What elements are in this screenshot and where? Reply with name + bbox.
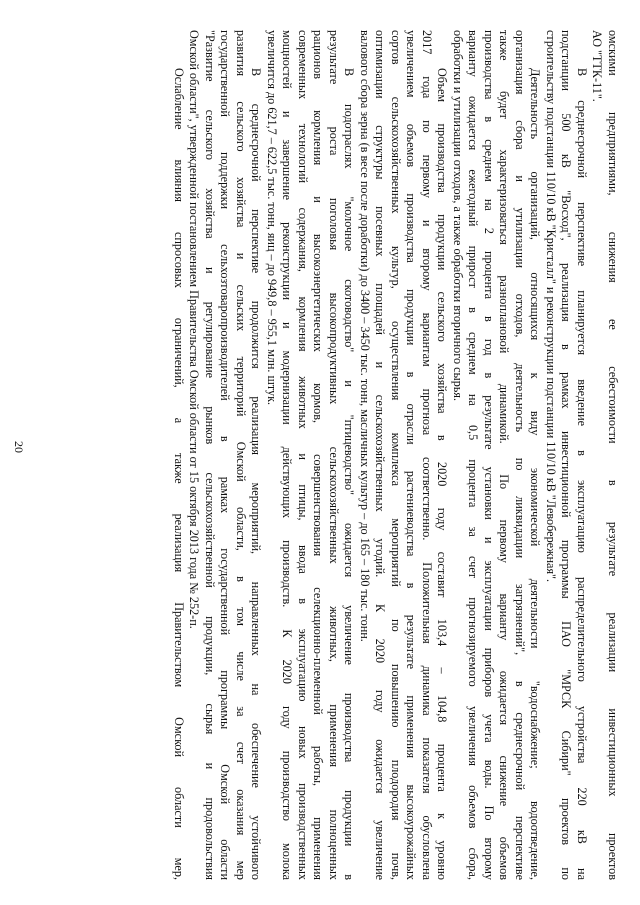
text-line: обработки и утилизации отходов, а также обработки вторичного сырья. — [451, 30, 465, 402]
text-line: производства в среднем на 2 процента в год в результате установки и эксплуатации приборов учета воды. По второму — [482, 30, 496, 880]
text-line: сортов сельскохозяйственных культур, осуществления комплекса мероприятий по повышению плодородия почв, — [389, 30, 403, 880]
text-line: 2017 года по первому и второму вариантам прогноза соответственно. Положительная динамика показателя обусловлена — [420, 30, 434, 880]
text-block — [171, 30, 621, 880]
text-line: подстанции 500 кВ "Восход", реализация в рамках инвестиционной программы ПАО "МРСК Сибири" проектов по — [559, 30, 574, 880]
text-line: современных технологий содержания, кормления животных и птицы, ввода в эксплуатацию новых производственных — [296, 30, 310, 880]
text-line: Омской области", утвержденной постановлением Правительства Омской области от 15 октября 2013 года № 252-п. — [187, 30, 202, 629]
text-line: Ослабление влияния спросовых ограничений, а также реализация Правительством Омской области мер, — [172, 68, 186, 880]
text-line: рационов кормления и высокоэнергетических кормов, совершенствования селекционно-племенной работы, применения — [311, 30, 326, 880]
text-line: В среднесрочной перспективе планируется введение в эксплуатацию распределительного устройства 220 кВ на — [575, 68, 589, 880]
text-line: Объем производства продукции сельского хозяйства в 2020 году составит 103,4 – 104,8 процента к уровню — [435, 68, 450, 880]
text-line: В среднесрочной перспективе продолжится реализация мероприятий, направленных на обеспечение устойчивого — [249, 68, 264, 880]
text-line: увеличится до 621,7 – 622,5 тыс. тонн, яиц – до 949,8 – 955,1 млн. штук. — [265, 30, 279, 406]
text-line: омскими предприятиями, снижения ее себестоимости в результате реализации инвестиционных проектов — [606, 30, 620, 880]
text-line: результате роста поголовья высокопродуктивных сельскохозяйственных животных, применения полноценных — [327, 30, 341, 880]
text-line: "Развитие сельского хозяйства и регулирование рынков сельскохозяйственной продукции, сырья и продовольствия — [203, 30, 217, 880]
text-line: В подотраслях "молочное скотоводство" и "птицеводство" ожидается увеличение производства продукции в — [342, 68, 357, 880]
text-line: валового сбора зерна (в весе после доработки) до 3400 – 3450 тыс. тонн, масличных культур – до 165 – 180 тыс. тонн. — [358, 30, 372, 642]
text-line: Деятельность организаций, относящихся к виду экономической деятельности "водоснабжение; водоотведение, — [528, 68, 543, 880]
text-line: мощностей и завершение реконструкции и модернизации действующих производств. К 2020 году производство молока — [280, 30, 295, 880]
text-line: организация сбора и утилизации отходов, деятельность по ликвидации загрязнений", в среднесрочной перспективе — [513, 30, 527, 880]
text-line: также будет характеризоваться разноплановой динамикой. По первому варианту ожидается снижение объемов — [497, 30, 512, 880]
document-body — [100, 30, 620, 880]
page-number: 20 — [12, 441, 26, 453]
text-line: АО "ТТК-11". — [590, 30, 605, 102]
text-line: увеличением объемов производства продукции в отрасли растениеводства в результате применения высокоурожайных — [404, 30, 419, 880]
text-line: развития сельского хозяйства и сельских территорий Омской области, в том числе за счет оказания мер — [234, 30, 248, 880]
text-line: государственной поддержки сельхозтоваропроизводителей в рамках государственной программы Омской области — [218, 30, 233, 880]
text-line: варианту ожидается ежегодный прирост в среднем на 0,5 процента за счет прогнозируемого увеличения объемов сбора, — [466, 30, 481, 880]
text-line: оптимизации структуры посевных площадей и сельскохозяйственных угодий. К 2020 году ожидается увеличение — [373, 30, 388, 880]
text-line: строительству подстанции 110/10 кВ "Кристалл" и реконструкции подстанции 110/10 кВ "Левобережная". — [544, 30, 558, 583]
